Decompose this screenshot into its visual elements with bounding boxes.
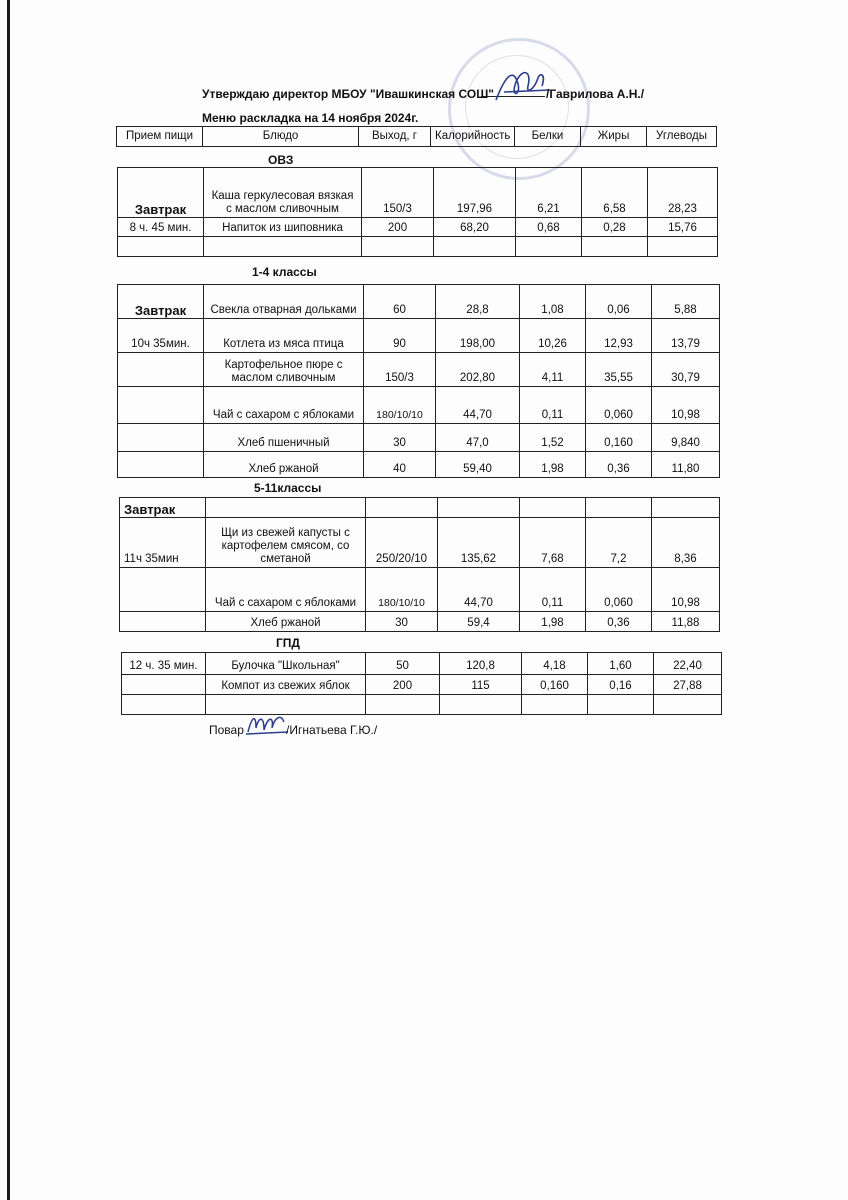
dish-cell: Компот из свежих яблок <box>206 675 366 695</box>
table-row <box>118 319 720 353</box>
yield-cell: 30 <box>364 424 436 452</box>
school-stamp <box>448 38 590 180</box>
yield-cell: 60 <box>364 285 436 319</box>
protein-cell: 4,18 <box>522 653 588 675</box>
col-kcal: Калорийность <box>431 127 515 147</box>
dish-cell: Котлета из мяса птица <box>204 319 364 353</box>
col-protein: Белки <box>515 127 581 147</box>
fat-cell: 1,60 <box>588 653 654 675</box>
dish-cell: Хлеб пшеничный <box>204 424 364 452</box>
protein-cell: 1,98 <box>520 452 586 478</box>
table-row <box>122 653 722 675</box>
fat-cell: 0,28 <box>582 218 648 237</box>
dish-cell: Булочка "Школьная" <box>206 653 366 675</box>
fat-cell: 0,060 <box>586 387 652 424</box>
section-title: ОВЗ <box>268 153 294 167</box>
kcal-cell: 198,00 <box>436 319 520 353</box>
time-cell <box>118 387 204 424</box>
meal-label: Завтрак <box>120 498 206 518</box>
col-dish: Блюдо <box>203 127 359 147</box>
carbs-cell: 22,40 <box>654 653 722 675</box>
kcal-cell: 68,20 <box>434 218 516 237</box>
dish-cell: Щи из свежей капусты с картофелем смясом, со сметаной <box>206 518 366 568</box>
yield-cell: 150/3 <box>362 168 434 218</box>
column-header-table <box>116 126 717 147</box>
yield-cell: 30 <box>366 612 438 632</box>
protein-cell: 0,160 <box>522 675 588 695</box>
col-yield: Выход, г <box>359 127 431 147</box>
section-table-1-4 <box>117 284 720 478</box>
table-row <box>120 498 720 518</box>
carbs-cell: 30,79 <box>652 353 720 387</box>
protein-cell: 1,98 <box>520 612 586 632</box>
fat-cell: 7,2 <box>586 518 652 568</box>
section-title: ГПД <box>276 636 300 650</box>
table-row <box>118 353 720 387</box>
dish-cell: Напиток из шиповника <box>204 218 362 237</box>
carbs-cell: 10,98 <box>652 387 720 424</box>
time-cell <box>120 612 206 632</box>
protein-cell: 6,21 <box>516 168 582 218</box>
cook-name: /Игнатьева Г.Ю./ <box>286 723 378 737</box>
kcal-cell: 197,96 <box>434 168 516 218</box>
section-title: 1-4 классы <box>252 265 317 279</box>
cook-label: Повар <box>209 723 244 737</box>
carbs-cell: 5,88 <box>652 285 720 319</box>
protein-cell: 7,68 <box>520 518 586 568</box>
yield-cell: 40 <box>364 452 436 478</box>
time-cell: 8 ч. 45 мин. <box>118 218 204 237</box>
carbs-cell: 15,76 <box>648 218 718 237</box>
director-name: /Гаврилова А.Н./ <box>546 87 645 101</box>
time-cell <box>118 452 204 478</box>
table-row <box>118 218 718 237</box>
meal-label: Завтрак <box>118 168 204 218</box>
dish-cell: Свекла отварная дольками <box>204 285 364 319</box>
yield-cell: 90 <box>364 319 436 353</box>
kcal-cell: 120,8 <box>440 653 522 675</box>
protein-cell: 0,11 <box>520 387 586 424</box>
kcal-cell: 44,70 <box>438 568 520 612</box>
fat-cell: 0,06 <box>586 285 652 319</box>
kcal-cell: 59,40 <box>436 452 520 478</box>
menu-title: Меню раскладка на 14 ноября 2024г. <box>202 111 419 125</box>
fat-cell: 35,55 <box>586 353 652 387</box>
fat-cell: 0,060 <box>586 568 652 612</box>
kcal-cell: 59,4 <box>438 612 520 632</box>
kcal-cell: 44,70 <box>436 387 520 424</box>
time-cell: 10ч 35мин. <box>118 319 204 353</box>
fat-cell: 0,36 <box>586 612 652 632</box>
carbs-cell: 11,80 <box>652 452 720 478</box>
kcal-cell: 202,80 <box>436 353 520 387</box>
section-table-5-11 <box>119 497 720 632</box>
table-row <box>118 387 720 424</box>
protein-cell: 0,11 <box>520 568 586 612</box>
fat-cell: 0,16 <box>588 675 654 695</box>
dish-cell: Чай с сахаром с яблоками <box>206 568 366 612</box>
dish-cell: Хлеб ржаной <box>206 612 366 632</box>
carbs-cell: 27,88 <box>654 675 722 695</box>
approval-line: Утверждаю директор МБОУ "Ивашкинская СОШ" <box>202 87 494 101</box>
time-cell: 12 ч. 35 мин. <box>122 653 206 675</box>
kcal-cell: 135,62 <box>438 518 520 568</box>
time-cell <box>120 568 206 612</box>
table-row <box>122 675 722 695</box>
yield-cell: 180/10/10 <box>364 387 436 424</box>
protein-cell: 10,26 <box>520 319 586 353</box>
meal-label: Завтрак <box>118 285 204 319</box>
scan-edge <box>7 0 10 1200</box>
yield-cell: 50 <box>366 653 440 675</box>
fat-cell: 12,93 <box>586 319 652 353</box>
kcal-cell: 47,0 <box>436 424 520 452</box>
col-fat: Жиры <box>581 127 647 147</box>
table-row <box>120 518 720 568</box>
time-cell <box>122 675 206 695</box>
table-row <box>120 612 720 632</box>
section-table-ovz <box>117 167 718 257</box>
time-cell <box>118 424 204 452</box>
protein-cell: 0,68 <box>516 218 582 237</box>
table-row <box>118 168 718 218</box>
table-row-empty <box>122 695 722 715</box>
dish-cell: Каша геркулесовая вязкая с маслом сливочным <box>204 168 362 218</box>
yield-cell: 180/10/10 <box>366 568 438 612</box>
dish-cell: Картофельное пюре с маслом сливочным <box>204 353 364 387</box>
section-table-gpd <box>121 652 722 715</box>
table-row <box>118 424 720 452</box>
col-meal: Прием пищи <box>117 127 203 147</box>
dish-cell: Хлеб ржаной <box>204 452 364 478</box>
table-row <box>118 452 720 478</box>
table-row <box>118 285 720 319</box>
time-cell: 11ч 35мин <box>120 518 206 568</box>
yield-cell: 200 <box>366 675 440 695</box>
yield-cell: 250/20/10 <box>366 518 438 568</box>
section-title: 5-11классы <box>254 481 322 495</box>
carbs-cell: 11,88 <box>652 612 720 632</box>
protein-cell: 4,11 <box>520 353 586 387</box>
carbs-cell: 9,840 <box>652 424 720 452</box>
protein-cell: 1,52 <box>520 424 586 452</box>
fat-cell: 6,58 <box>582 168 648 218</box>
time-cell <box>118 353 204 387</box>
fat-cell: 0,160 <box>586 424 652 452</box>
cook-signature <box>244 706 292 740</box>
kcal-cell: 28,8 <box>436 285 520 319</box>
carbs-cell: 10,98 <box>652 568 720 612</box>
yield-cell: 150/3 <box>364 353 436 387</box>
protein-cell: 1,08 <box>520 285 586 319</box>
kcal-cell: 115 <box>440 675 522 695</box>
dish-cell: Чай с сахаром с яблоками <box>204 387 364 424</box>
col-carbs: Углеводы <box>647 127 717 147</box>
yield-cell: 200 <box>362 218 434 237</box>
carbs-cell: 13,79 <box>652 319 720 353</box>
table-row <box>120 568 720 612</box>
carbs-cell: 8,36 <box>652 518 720 568</box>
carbs-cell: 28,23 <box>648 168 718 218</box>
fat-cell: 0,36 <box>586 452 652 478</box>
table-row-empty <box>118 237 718 257</box>
